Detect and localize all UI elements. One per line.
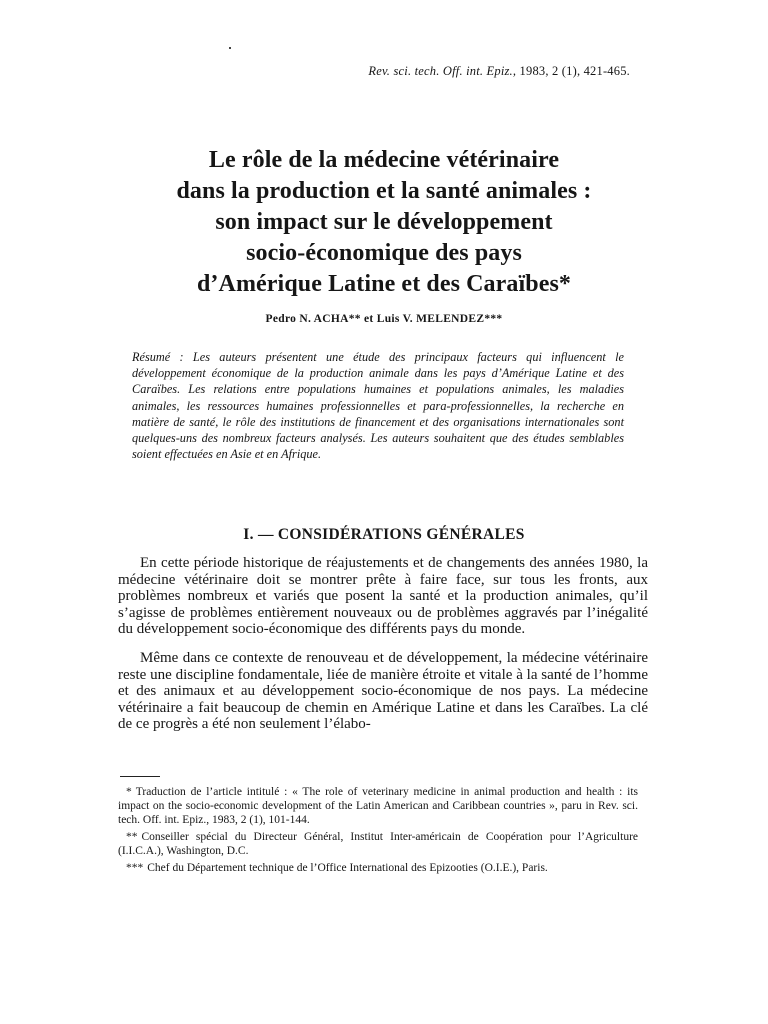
body-text: [118, 555, 648, 745]
title-line: dans la production et la santé animales :: [176, 178, 592, 204]
title-line: Le rôle de la médecine vétérinaire: [208, 147, 560, 173]
footnote-rule: [120, 776, 160, 777]
body-paragraph: En cette période historique de réajustements et de changements des années 1980, la médecine vétérinaire doit se montrer prête à faire face, sur tous les fronts, aux problèmes nombreux et variés que posent la santé et la production animales, qu’il s’agisse de problèmes entièrement nouveaux ou de problèmes aggravés par l’inégalité du développement socio-économique des différents pays du monde.: [118, 555, 648, 638]
footnotes: [118, 785, 638, 878]
title-line: socio-économique des pays: [246, 240, 522, 266]
footnote-mark: **: [126, 831, 138, 843]
journal-reference: [300, 64, 630, 79]
article-title: [80, 145, 688, 300]
title-line: son impact sur le développement: [215, 209, 553, 235]
footnote: [118, 830, 638, 858]
footnote: [118, 861, 638, 875]
footnote-text: Traduction de l’article intitulé : « The role of veterinary medicine in animal production and health : its impact on the socio-economic development of the Latin American and Caribbean countries », paru in Rev. sci. tech. Off. int. Epiz., 1983, 2 (1), 101-144.: [118, 786, 638, 826]
journal-reference-title: Rev. sci. tech. Off. int. Epiz.,: [368, 64, 517, 78]
footnote-mark: ***: [126, 862, 144, 874]
footnote: [118, 785, 638, 827]
abstract: Résumé : Les auteurs présentent une étude des principaux facteurs qui influencent le développement économique de la production animale dans les pays d’Amérique Latine et des Caraïbes. Les relations entre populations humaines et populations animales, les maladies animales, les ressources humaines professionnelles et para-professionnelles, la recherche en matière de santé, le rôle des institutions de financement et des organisations internationales sont quelques-uns des nombreux facteurs analysés. Les auteurs souhaitent que des études semblables soient effectuées en Asie et en Afrique.: [132, 350, 624, 462]
footnote-mark: *: [126, 786, 132, 798]
journal-reference-volume: 1983, 2 (1), 421-465.: [519, 64, 630, 78]
section-heading: I. — CONSIDÉRATIONS GÉNÉRALES: [243, 526, 525, 543]
body-paragraph: Même dans ce contexte de renouveau et de développement, la médecine vétérinaire reste une discipline fondamentale, liée de manière étroite et vitale à la santé de l’homme et des animaux et au développement socio-économique de nos pays. La médecine vétérinaire a fait beaucoup de chemin en Amérique Latine et dans les Caraïbes. La clé de ce progrès a été non seulement l’élabo-: [118, 649, 648, 733]
footnote-text: Chef du Département technique de l’Office International des Epizooties (O.I.E.), Paris.: [147, 862, 548, 874]
title-line: d’Amérique Latine et des Caraïbes*: [196, 271, 572, 297]
author-byline: Pedro N. ACHA** et Luis V. MELENDEZ***: [265, 313, 503, 325]
scan-speck: [229, 47, 231, 49]
footnote-text: Conseiller spécial du Directeur Général, Institut Inter-américain de Coopération pour l’Agriculture (I.I.C.A.), Washington, D.C.: [118, 831, 638, 857]
